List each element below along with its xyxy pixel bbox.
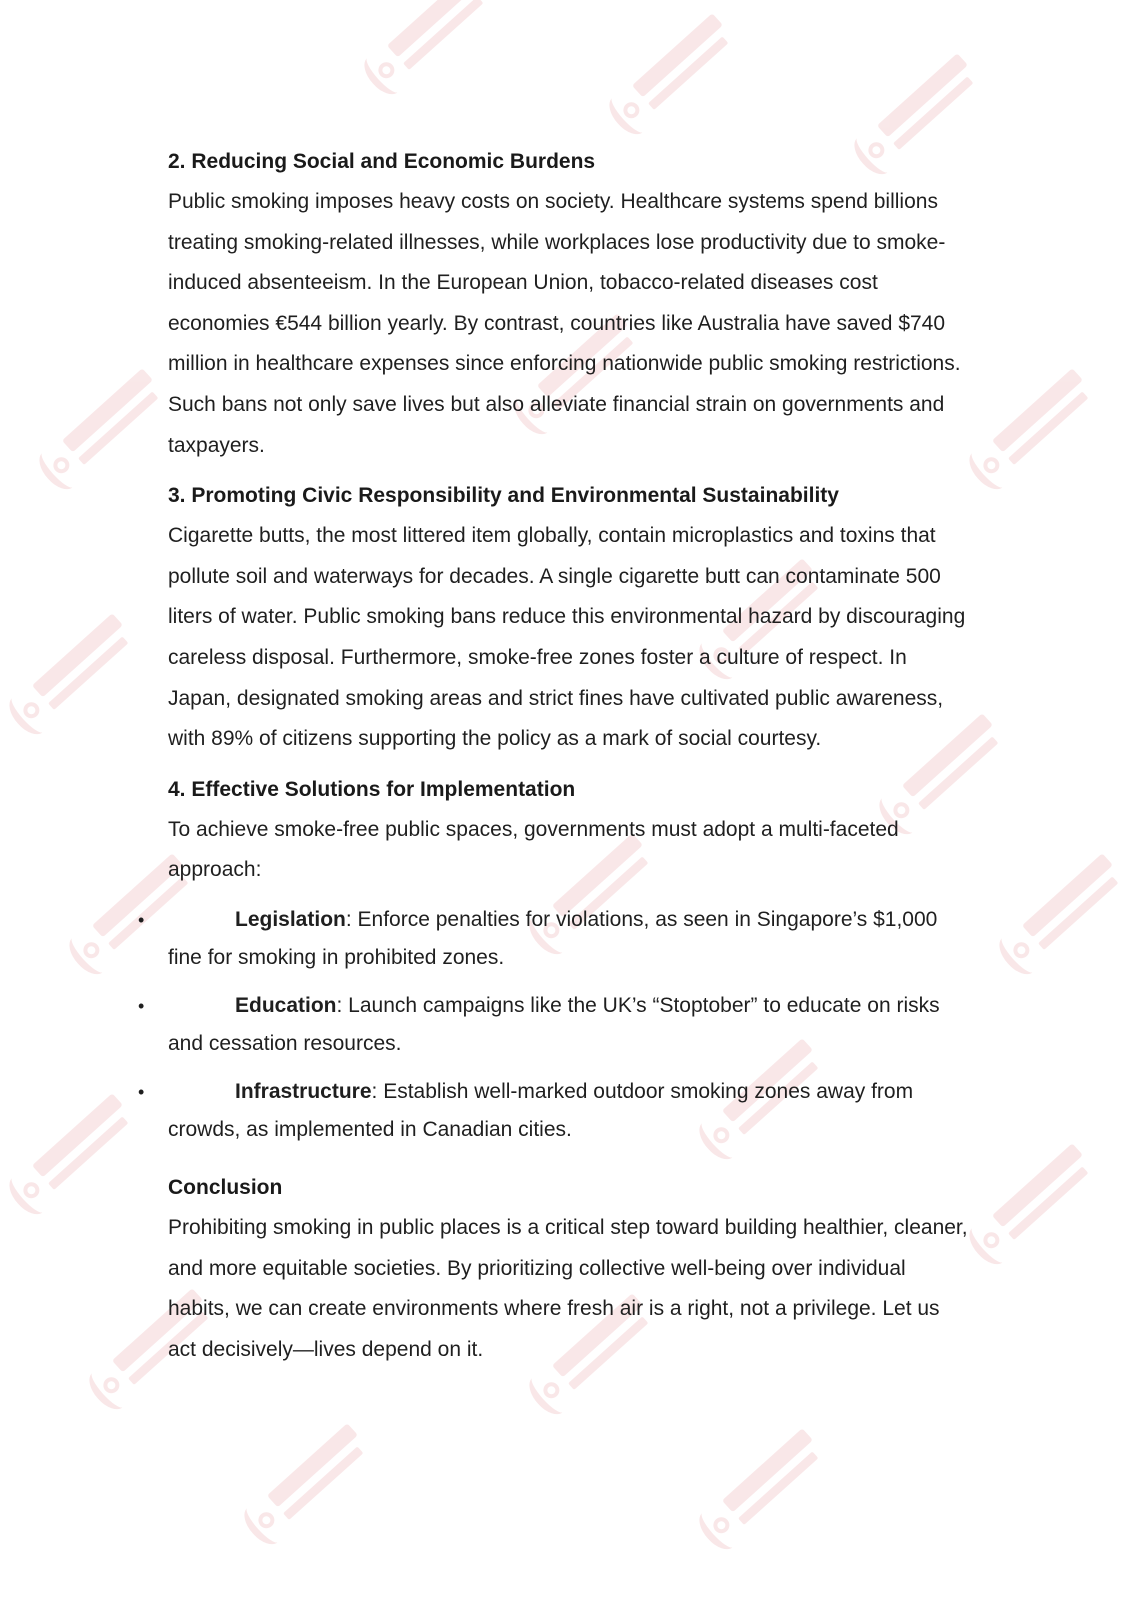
watermark [956,354,1114,506]
watermark [986,839,1131,991]
document-body [138,142,968,1380]
list-item [138,1073,968,1150]
watermark-logo-icon [993,929,1043,981]
watermark-logo-icon [693,1504,743,1556]
bullet-icon: • [138,995,145,1016]
list-item-term: Education [235,993,337,1017]
watermark [0,599,154,751]
watermark [956,1129,1114,1281]
section-heading: 3. Promoting Civic Responsibility and Environmental Sustainability [168,484,839,508]
watermark-logo-icon [963,1219,1013,1271]
watermark [596,0,754,151]
watermark-logo-icon [358,49,408,101]
solutions-list [138,901,968,1150]
conclusion-paragraph: Prohibiting smoking in public places is a critical step toward building healthier, cleaner, and more equitable societies. By prioritizing collective well-being over individual habits, we can create environments where fresh air is a right, not a privilege. Let us act decisively—lives depend on it. [168,1215,968,1361]
watermark [351,0,509,111]
list-item-term: Infrastructure [235,1079,372,1103]
section-paragraph: Public smoking imposes heavy costs on society. Healthcare systems spend billions treating smoking-related illnesses, while workplaces lose productivity due to smoke-induced absenteeism. In the European Union, tobacco-related diseases cost economies €544 billion yearly. By contrast, countries like Australia have saved $740 million in healthcare expenses since enforcing nationwide public smoking restrictions. Such bans not only save lives but also alleviate financial strain on governments and taxpayers. [168,190,961,457]
watermark [686,1414,844,1566]
watermark-logo-icon [3,689,53,741]
watermark [231,1409,389,1561]
bullet-icon: • [138,909,145,930]
list-item [138,987,968,1064]
watermark-logo-icon [3,1169,53,1221]
watermark-logo-icon [963,444,1013,496]
list-item [138,901,968,978]
watermark-logo-icon [33,444,83,496]
conclusion-heading: Conclusion [168,1175,283,1199]
list-item-text: : Enforce penalties for violations, as seen in Singapore’s $1,000 fine for smoking in prohibited zones. [168,907,938,970]
section-heading: 4. Effective Solutions for Implementation [168,777,576,801]
section-heading: 2. Reducing Social and Economic Burdens [168,150,596,173]
list-item-text: : Establish well-marked outdoor smoking zones away from crowds, as implemented in Canadian cities. [168,1079,914,1142]
list-item-text: : Launch campaigns like the UK’s “Stoptober” to educate on risks and cessation resources. [168,993,940,1056]
watermark [0,1079,154,1231]
section-paragraph: Cigarette butts, the most littered item globally, contain microplastics and toxins that pollute soil and waterways for decades. A single cigarette butt can contaminate 500 liters of water. Public smoking bans reduce this environmental hazard by discouraging careless disposal. Furthermore, smoke-free zones foster a culture of respect. In Japan, designated smoking areas and strict fines have cultivated public awareness, with 89% of citizens supporting the policy as a mark of social courtesy. [168,524,966,751]
section-paragraph: To achieve smoke-free public spaces, governments must adopt a multi-faceted approach: [168,817,899,882]
watermark-logo-icon [83,1364,133,1416]
watermark-logo-icon [238,1499,288,1551]
watermark-logo-icon [603,89,653,141]
bullet-icon: • [138,1081,145,1102]
watermark-logo-icon [63,929,113,981]
watermark [26,354,184,506]
list-item-term: Legislation [235,907,346,931]
